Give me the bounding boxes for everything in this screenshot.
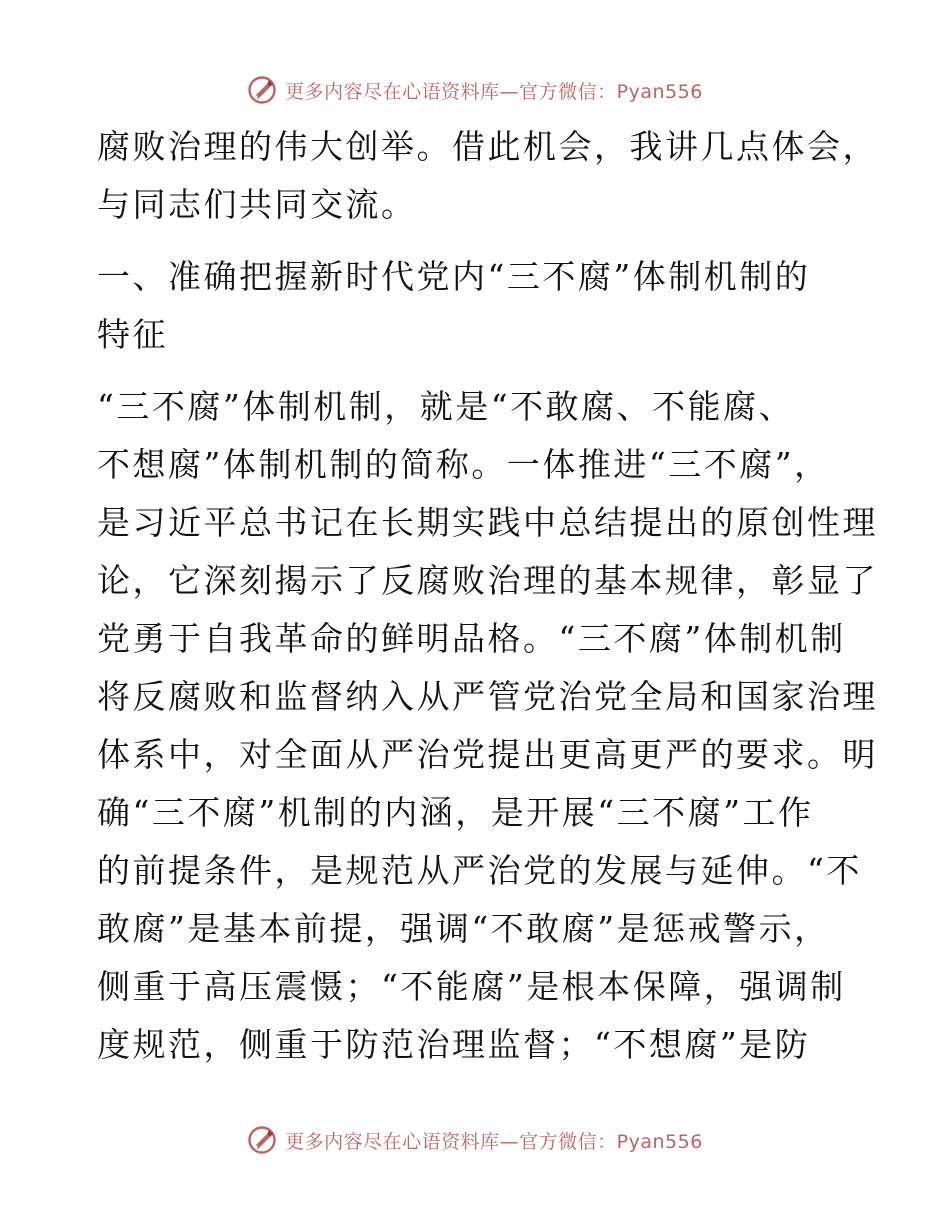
text-line: 度规范，侧重于防范治理监督；“不想腐”是防 (97, 1025, 811, 1064)
text-line: 不想腐”体制机制的简称。一体推进“三不腐”， (97, 445, 830, 484)
text-line: 确“三不腐”机制的内涵，是开展“三不腐”工作 (97, 793, 814, 832)
footer-watermark-banner (0, 1120, 950, 1160)
pen-seal-logo-icon (247, 1125, 277, 1155)
paragraph-body (97, 378, 878, 1074)
text-line: 侧重于高压震慑；“不能腐”是根本保障，强调制 (97, 967, 846, 1006)
text-line: 党勇于自我革命的鲜明品格。“三不腐”体制机制 (97, 619, 846, 658)
text-line: 是习近平总书记在长期实践中总结提出的原创性理 (97, 503, 878, 542)
text-line: 的前提条件，是规范从严治党的发展与延伸。“不 (97, 851, 862, 890)
text-line: 将反腐败和监督纳入从严管党治党全局和国家治理 (97, 677, 878, 716)
heading-line: 特征 (97, 315, 168, 354)
text-line: “三不腐”体制机制，就是“不敢腐、不能腐、 (97, 387, 795, 426)
paragraph-intro-end (97, 118, 878, 234)
text-line: 与同志们共同交流。 (97, 185, 417, 224)
heading-line: 一、准确把握新时代党内“三不腐”体制机制的 (97, 257, 811, 296)
text-line: 体系中，对全面从严治党提出更高更严的要求。明 (97, 735, 878, 774)
document-body (97, 118, 878, 1074)
header-watermark-banner (0, 70, 950, 110)
section-heading (97, 248, 853, 364)
text-line: 论，它深刻揭示了反腐败治理的基本规律，彰显了 (97, 561, 878, 600)
pen-seal-logo-icon (247, 75, 277, 105)
text-line: 敢腐”是基本前提，强调“不敢腐”是惩戒警示， (97, 909, 830, 948)
watermark-text: 更多内容尽在心语资料库—官方微信：Pyan556 (285, 80, 703, 103)
watermark-text: 更多内容尽在心语资料库—官方微信：Pyan556 (285, 1130, 703, 1153)
text-line: 腐败治理的伟大创举。借此机会，我讲几点体会， (97, 127, 878, 166)
